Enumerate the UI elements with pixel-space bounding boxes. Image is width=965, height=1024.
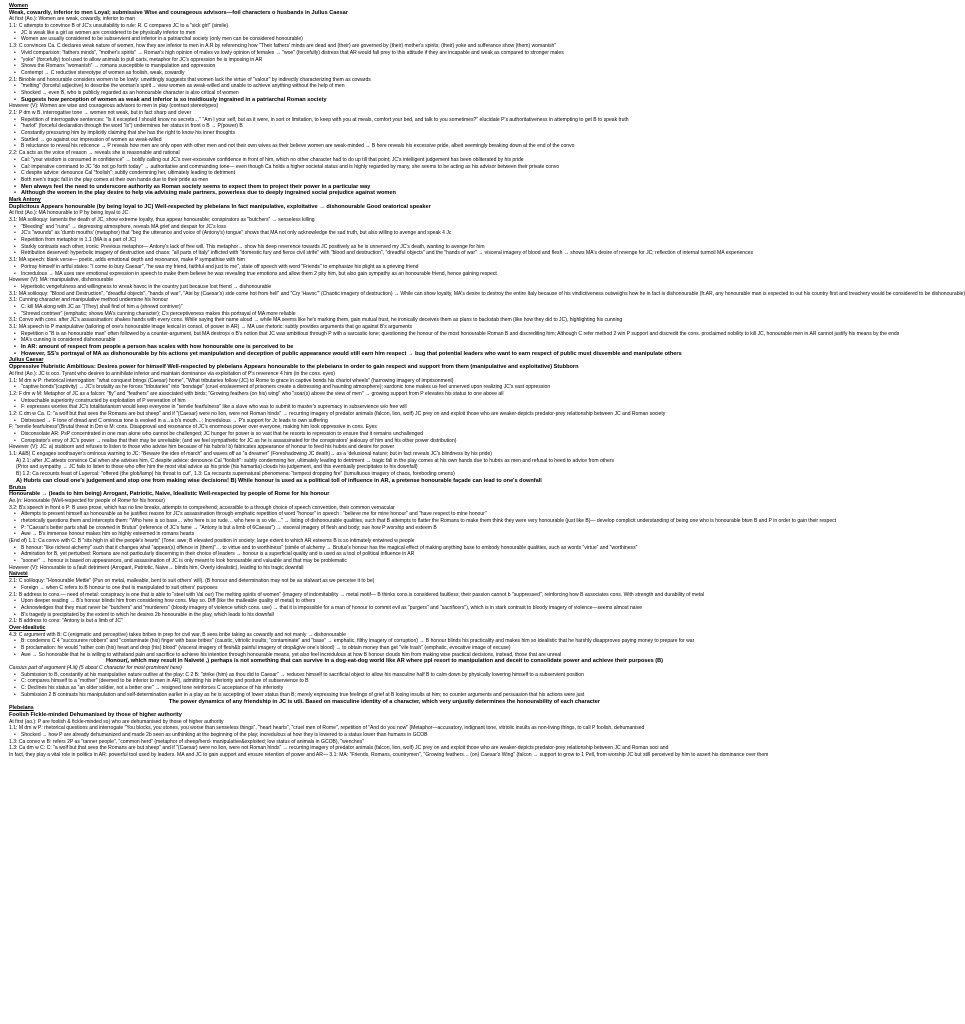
- bullet-line: • Repetition from metaphor in 1.1 (MA is a part of JC): [9, 237, 760, 244]
- bullet-line: • Submission 2 B contrasts his manipulation and self-determination earlier in a play as he is accepting of lower status than B; merely expressing true feelings of grief at B losing insults at him; no counter arguments and persuasion that his actions were just: [9, 692, 760, 699]
- text-line: 1.3: Ca dm w C: C: "a wolf but that sees the Romans are but sheep" and if "(Caesar) were no lion, were not Roman hinds" → recurring imagery of predator animals (falcon, lion, wolf) JC prey on and exploit those who are weaker-depicts predator-prey relationship between JC and Roman soci and: [9, 745, 669, 752]
- bullet-line: • Hyperbolic vengefulness and willingness to wreak havoc in the country just because lost friend → dishonourable: [9, 284, 760, 291]
- bullet-line: • B reluctance to reveal his reticence → P reveals how men are only open with other men and not their own wives as their believe women are weak-minded → B here reveals his excessive pride, albeit seemingly breaking down at the end of the convo: [9, 143, 760, 150]
- bullet-line: • Although the women in the play desire to help via advising male partners, powerless due to deeply ingrained social prejudice against women: [9, 190, 760, 197]
- text-line: However (V): MA: manipulative, dishonourable: [9, 277, 114, 284]
- bullet-line: • Shocked → how P are already dehumanized and made 2b seen as unthinking at the beginning of the play; incredulous at how they is lowered to a status lower than humans in GCOB: [9, 732, 760, 739]
- text-line: Cassius part of argument (4.iii) (5 about C character for most prominent here): [9, 665, 182, 672]
- bullet-line: • Cal: "your wisdom is consumed in confidence" → boldly calling out JC's over-excessive confidence in front of him, which no other character had to do up till that point; JC's intelligent judgement has been obliterated by his pride: [9, 157, 760, 164]
- text-line: 1.3: Ca convo w B: refers 2P as "tanner people", "common herd" (metaphor of sheep/herd- manipulative&exploited; low status of animals in GCOB), "wenches": [9, 738, 364, 745]
- bullet-line: • Retribution deserved: hyperbolic imagery of destruction and chaos: "all parts of Italy" inflicted with "domestic fury and fierce civil strife" with "blood and destruction", "dreadful objects" and the "hands of war" → visceral imagery of blood and flesh → shows MA's desire of revenge for JC; reflection of internal turmoil MA experiences: [9, 250, 760, 257]
- bullet-line: • MA's cunning is considered dishonourable: [9, 337, 760, 344]
- text-line: 1.2: C dm w Ca. C: "a wolf but that sees the Romans are but sheep" and if "(Caesar) were no lion, were not Roman hinds" → recurring imagery of predator animals (falcon, lion, wolf) JC prey on and exploit those who are weaker-depicts predator-prey relationship between JC and Roman society: [9, 410, 666, 417]
- bullet-line: • Repetition of interrogative sentences: "Is it excepted I should know no secrets…" "Am I your self, but as it were, in sort or limitation, to keep with you at meals, comfort your bed, and talk to you sometimes?" elucidate P's authoritativeness in attempting to get B to speak truth: [9, 117, 760, 124]
- text-line: Honour(, which may result in Naïveté ,) perhaps is not something that can survive in a dog-eat-dog world like AR where ppl resort to manipulation and deceit to consolidate power and achieve their purposes (B): [105, 658, 664, 665]
- section-heading: Julius Caesar: [9, 357, 44, 364]
- text-line: 1.3: C convinces Ca. C declares weak nature of women, how they are inferior to men in A.R by referencing how "Their fathers' minds are dead and (their) are governed by (their) mother's spirits; (their) yoke and sufferance show (them) womanish": [9, 43, 557, 50]
- text-line: 3.1: MA speech to P manipulative (tailoring of one's honourable image lexical in consol. of power in AR) → MA use rhetoric: subtly provides arguments that go against B's arguments: [9, 324, 412, 330]
- bullet-line: • Cal: imperative command to JC "do not go forth today" → authoritative and commanding tone— even though Ca holds a higher societal status and is highly regarded by many, she seems to be acting as his advisor between their private convo: [9, 164, 760, 171]
- bullet-line: • Foreign → when C refers to B honour to one that is manipulated to suit others' purposes: [9, 585, 760, 592]
- text-line: However (V): Honourable to a fault detriment (Arrogant, Patriotic, Naive→ blinds him, Overly idealistic), leading to his tragic downfall: [9, 564, 304, 571]
- bullet-line: • rhetorically questions them and intercepts them: "Who here is so base… who here is so rude… who here is so vile…" → listing of dishonourable qualities, such that B attempts to flatter the Romans to make them think they were very honourable (just like B)— develop complicit understanding of being one who is honourable btwn B and P in order to gain their respect: [9, 518, 760, 525]
- text-line: Oppressive Hubristic Ambitious: Desires power for himself Well-respected by plebeians Appears honourable to the plebeians in order to gain respect and support from them (manipulative and exploitative) Stubborn: [9, 364, 579, 371]
- text-line: A) 2.1: after JC attests convince Cal when she advises him, C despite advice: denounce Cal "foolish": subtly condemning her, ultimately leading to detriment → tragic fall in the play comes at his own hands due to hubris as men and refusal to heed to advice from others: [16, 457, 615, 464]
- section-heading: Over-idealistic: [9, 624, 46, 631]
- bullet-line: • Both men's tragic fall in the play comes at their own hands due to their pride as men: [9, 177, 760, 184]
- bullet-line: • Startled → go against our impression of women as weak-willed: [9, 137, 760, 144]
- text-line: 2.1: B address to cons.— need of metal: conspiracy is one that is able to "steel with Val our) The melting spirits of women" (imagery of indomitability → metal motif— B thinks cons.is considered faultless; their passion cannot b "suppressed", reinforcing how B associates cons. With strength and durability of metal: [9, 591, 705, 598]
- text-line: 3.1: MA speech: blank verse— poetic, adds emotional depth and resonance, make P sympathise with him: [9, 257, 245, 264]
- bullet-line: • Awe → B's immense honour makes him so highly esteemed in romans hearts: [9, 531, 760, 538]
- bullet-line: • C: compares himself to a "mother" (deemed to be inferior to men in AR), admitting his inferiority and posture of subservience to B: [9, 678, 760, 685]
- bullet-line: • "melting" (forceful adjective) to describe the woman's spirit→ view women as weak-willed and unable to achieve anything without the help of men: [9, 83, 760, 90]
- text-line: 1.1: C attempts to convince B of JC's unsuitability to rule: R. C compares JC to a "sick girl" (simile): [9, 23, 229, 30]
- bullet-line: • Suggests how perception of women as weak and inferior is so insidiously ingrained in a patriarchal Roman society: [9, 97, 760, 104]
- bullet-line: • "Bleeding" and "ruins" → depressing atmosphere, reveals MA grief and despair for JC's loss: [9, 224, 760, 231]
- text-line: Weak, cowardly, inferior to men Loyal; submissive Wise and courageous advisors—foil characters o husbands in Julius Caesar: [9, 9, 348, 16]
- section-heading: Naïveté: [9, 571, 28, 578]
- text-line: 2.1: Binoble and honourable considers women to be lowly: unwittingly suggests that women lack the virtue of "valour" by indirectly characterizing them as cowards: [9, 76, 371, 83]
- bullet-line: • In AR: amount of respect from people a person has scales with how honourable one is perceived to be: [9, 344, 760, 351]
- text-line: 3.1: MA soliloquy: laments the death of JC, show extreme loyalty, thus appear honourable; conspirators as "butchers" → senseless killing: [9, 217, 315, 223]
- text-line: Honourable → (leads to him being) Arrogant, Patriotic, Naive, Idealistic Well-respected by people of Rome for his honour: [9, 491, 330, 498]
- bullet-line: • "yoke" (forcefully) tool used to allow animals to pull carts, metaphor for JC's oppression he is imposing in AR: [9, 57, 760, 64]
- bullet-line: • Disconsolate AR: PsP concentrated in one man alone who cannot be challenged; JC hunger for power is so vast that he resorts to repression to ensure that it remains unchallenged: [9, 431, 760, 438]
- text-line: Ao.(n: Honourable (Well-respected for people of Rome for his honour): [9, 497, 165, 504]
- text-line: (End of) 1.1: Ca convo with C: B "sits high in all the people's hearts" (Tone: awe; B elevated position in society; large extent to which AR esteems B is so intimately entwined w people: [9, 538, 415, 544]
- bullet-line: • B proclamation: he would "rather coin (his) heart and drop (his) blood" (visceral imagery of flesh&b painful imagery of drop&give one's blood) → to obtain money than get "vile trash" (emphatic, evocative image of excuse): [9, 645, 760, 652]
- text-line: At first (Ao.): MA honourable to P by being loyal to JC: [9, 210, 129, 217]
- bullet-line: • B: condemns C 4 "succourere robbers" and "contaminate (his) finger with base bribes" (caustic, vitriolic insults; "contaminate" and "base" → emphatic, filthy imagery of corruption) → B honour blinds his practicality and makes him so idealistic that he harshly disapproves paying money to prepare for war: [9, 638, 760, 645]
- bullet-line: • Contempt → C reductive stereotype of women as foolish, weak, cowardly: [9, 70, 760, 77]
- text-line: 3.1: MA soliloquy: "Blood and Destruction", "dreadful objects", "hands of war", "Ate by (Caesar's) side come hot from hell" and "Cry 'Havoc'" (Chaotic imagery of destruction) → While can show loyalty, MA's desire to destroy the entire Italy because of his vindictiveness outweighs how he in fact is dishonourable (fr.AR, any honourable man is expected to out his country first and treachery would be considered to be dishonourable): [9, 290, 965, 297]
- section-heading: Brutus: [9, 484, 27, 491]
- bullet-line: • Untouchable superiority constructed by exploitation of P veneration of him: [9, 398, 760, 405]
- text-line: 2.1: C soliloquy: "Honourable Mettle" (Pun on metal, malleable, bent to suit others' will). (B honour and determination may not be as stalwart as we perceive it to be): [9, 578, 375, 585]
- bullet-line: • However, SS's portrayal of MA as dishonourable by his actions yet manipulation and deception of public appearance would still earn him respect → bug that potential leaders who want to earn respect of public must dissemble and manipulate others: [9, 351, 760, 358]
- text-line: Foolish Fickle-minded Dehumanised by those of higher authority: [9, 711, 182, 718]
- bullet-line: • JC is weak like a girl as women are considered to be physically inferior to men: [9, 30, 760, 37]
- text-line: B) 1.2: Ca recounts feast of Lupercal: "offered (the glob/lamp) his throat to cut", 1.3: Ca recounts supernatural phenomena: "tempest dropping fire" (tumultuous imagery of chaos, foreboding omens): [16, 471, 455, 478]
- text-line: A) Hubris can cloud one's judgement and stop one from making wise decisions! B) While honour is used as a political toll of influence in AR, a pretense honourable façade can lead to one's downfall: [16, 477, 542, 484]
- text-line: 1.1: A&B) C engages soothsayer's ominous warning to JC: "Beware the ides of march" and waves off as "a dreamer" (Foreshadowing JC death)→ as a 'delusional nature; but in fact reveals JC's blindness by his pride): [9, 451, 492, 458]
- bullet-line: • Shocked → even B, who is publicly regarded as an honourable character is also critical of women: [9, 90, 760, 97]
- bullet-line: • Vivid comparison: "fathers minds", "mother's spirits" → Roman's high opinion of males vs lowly opinion of females → "woe" (forcefully) distress that AR would fall prey to this attitude if they are incapable and weak as compared to stronger males: [9, 50, 760, 57]
- bullet-line: • Incredulous → MA uses rare emotional expression in speech to make them believe he was revealing true emotions and allow them 2 pity him, but also gain sympathy as an honourable friend, hence gaining respect: [9, 271, 760, 278]
- bullet-line: • Submission to B, constantly at his manipulative nature outlive at the play: C 2 B: "strike (him) as thou did to Caesar" → reduces himself to sacrificial object to allow his masculine half B to calm down by physically lowering himself to a subservient position: [9, 672, 760, 679]
- bullet-line: • C: Declines his status as "an older soldier, not a better one" → resigned tone reinforces C acceptance of his inferiority: [9, 685, 760, 692]
- text-line: 2.1: B address to cons: "Antony is but a limb of JC": [9, 618, 123, 625]
- section-heading: Mark Antony: [9, 196, 41, 203]
- text-line: However (V): Women are wise and courageous advisors to men in play (contrast stereotypes): [9, 103, 219, 110]
- text-line: 3.2: B's speech in front o P: B uses prose, which has no line breaks, attempts to comprehend; accessible to a through choice of speech convention, their common vernacular: [9, 504, 395, 511]
- bullet-line: • Upon deeper reading → B's honour blinds him from considering how cons. May so. Diff (like the malleable quality of metal) to others: [9, 598, 760, 605]
- bullet-line: • Admiration for B, yet perturbed: Romans are not particularly discerning in their choice of leaders → honour is a superficial quality and is used as a tool of political influence in AR: [9, 551, 760, 558]
- text-line: In fact, they play a vital role in politics in AR: powerful tool used by leaders. MA and JC to gain support and ensure retention of power and AR— 3.1: MA: "Friends, Romans, countrymen", "Growing feathers… (on) Caesar's Wing" (falcon → support to grow to 1 Pell, from worship JC but still perceived by him to assert his dominance over them: [9, 752, 769, 758]
- text-line: 2.2: Ca acts as the voice of reason → reveals she is reasonable and rational: [9, 150, 180, 157]
- text-line: F: "servile fearfulness"(Brutal threat in Dm w M: cons. Disapproval and resonance of JC's enormous power over everyone, making him look oppressive in cons. Eyes: [9, 424, 377, 431]
- text-line: 1.1: M dm w P: rhetorical interrogation: "what conquest brings (Caesar) home", "What tributaries follow (JC) to Rome to grace in captive bonds his chariot wheels" (harrowing imagery of imprisonment): [9, 377, 454, 384]
- bullet-line: • F: expresses worries that JC's totalitarianism would keep everyone in "servile fearfulness" like a slave who was to submit to master's supremacy in subservience w/o free will: [9, 404, 760, 411]
- section-heading: Women: [9, 3, 29, 9]
- bullet-line: • Conspirator's envy of JC's power → realise that their may be unreliable; (and we feel sympathetic for JC as he is assassinated for the conspirators' jealousy of him and his other power distribution): [9, 438, 760, 445]
- text-line: 2.1: P dm w B. interrogative tone → women not weak, but in fact sharp and clever: [9, 110, 192, 116]
- bullet-line: • Constantly pressuring him by implicitly claiming that she has the right to know his inner thoughts: [9, 130, 760, 137]
- bullet-line: • "harlot" (forceful declaration through the word "is") undermines her status in front o B → P(power) B: [9, 123, 760, 130]
- bullet-line: • "Shrewd contriver" (emphatic; shows MA's cunning character); C's perceptiveness makes this portrayal of MA more reliable: [9, 311, 760, 318]
- bullet-line: • Starkly contrasts each other, ironic: Previous metaphor— Antony's lack of free will. This metaphor→ show his deep reverence towards JC positively as he is unnerved my JC's death, wanting to avenge for him: [9, 244, 760, 251]
- text-line: At first (Ao.): Women are weak, cowardly, inferior to man: [9, 16, 136, 23]
- bullet-line: • Women are usually considered to be subservient and inferior in a patriarchal society (only men can be considered honourable): [9, 36, 760, 43]
- bullet-line: • C: kill MA along with JC as "(They) shall find of him a (shrewd contriver)": [9, 304, 760, 311]
- bullet-line: • P: "Caesar's better parts shall be crowned in Brutus" (reference of JC's fame → "Antony is but a limb of 6Caesar") → visceral imagery of flesh and body; sue how P worship and esteem B: [9, 525, 760, 532]
- bullet-line: • JC's "wounds" as 'dumb mouths' (metaphor) that "beg the utterance and voice of (Antony's) tongue" shows that MA not only acknowledge the sad truth, but also willing to avenge and speak 4 Jc: [9, 230, 760, 237]
- bullet-line: • Distressed → F tone of dread and C ominous tone is evoked in a→a b's mouth…; Incredulous → P's support for Jc leads to own suffering: [9, 418, 760, 425]
- text-line: The power dynamics of any friendship in JC is utli. Based on masculine identity of a character, which very unjustly determines the honourability of each character: [168, 698, 601, 705]
- bullet-line: • Awe → So honorable that he is willing to withstand pain and sacrifice to achieve his intention through honourable means, yet also feel incredulous at how B honour clouds him from making wise practical decisions, instead, those that are unreal: [9, 652, 760, 659]
- text-line: At first (ao.): P are foolish & fickle-minded so) who are dehumanised by those of higher authority: [9, 718, 224, 725]
- bullet-line: • Shows the Romans "womanish" → romans susceptible to manipulation and oppression: [9, 63, 760, 70]
- text-line: 1.2: F dm w M: Metaphor of JC as a falcon: "fly" and "feathers" are associated with birds; "Growing feathers (on his) wing" who "soar(s) above the view of men" → growing support from P elevates his status to one above all: [9, 390, 504, 397]
- text-line: 1.1: M dm w P: rhetorical questions and interrogate "You blocks, you stones, you worse than senseless things", "heart hearts", "cruel men of Rome", repetition of "And do you now" (Metaphor—accusatory, indignant tone, vitriolic insults as non-living things, to call P foolish, dehumanised: [9, 725, 645, 732]
- text-line: 4.3: C argument with B: C (enigmatic and perceptive) takes bribes in prep for civil war, B sees bribe taking as cowardly and not manly → dishonourable: [9, 631, 346, 638]
- bullet-line: • Attempts to present himself as honourable as he justifies reason for JC's assassination through emphatic repetition of word "honour" in speech : "believe me for mine honour" and "have respect to mine honour": [9, 511, 760, 518]
- bullet-line: • Acknowledges that they must never be "butchers" and "murderers" (bloody imagery of violence which cons. use) → that it is impossible for a man of honour to commit evil as "purgers" and "sacrificers"), which is in stark contrast to bloody imagery of violence—seems almost naive: [9, 605, 760, 612]
- bullet-line: • Repetition o "B is an honourable man" often followed by a counter-argument, but MA destroys o B's notion that JC was ambitious through P with a sarcastic tone; questioning the honour of the most honourable Roman B and discrediting him; Although C refer method 2 win P support and discredit the cons. proclaimed nobility to kill JC, honourable men in AR cannot justify his means by the ends: [9, 331, 760, 338]
- text-line: However (V): JC: a) stubborn and refuses to listen to those who advise him because of his hubris! b) fabricates appearance of honour to feed his hubris and desire for power: [9, 444, 395, 451]
- section-heading: Plebeians: [9, 705, 34, 712]
- text-line: Duplicitous Appears honourable (by being loyal to JC) Well-respected by plebeians In fact manipulative, exploitative → dishonourable Good oratorical speaker: [9, 203, 431, 210]
- bullet-line: • C despite advice: denounce Cal "foolish": subtly condemning her, ultimately leading to detriment: [9, 170, 760, 177]
- bullet-line: • "captive bonds"(captivity) → JC's brutality as he forces "tributaries" into "bondage" (cruel enslavement of prisoners create a distressing and haunting atmosphere); sardonic tone makes us feel unnerved upon realizing JC's vast oppression: [9, 384, 760, 391]
- bullet-line: • B honour: "like richest alchemy" such that it changes what "appear(s) offence in (them)"… to virtue and to worthiness" (simile of alchemy → Brutus's honour has the magical effect of making anything base to embody honourable qualities, such as words "virtue" and "worthiness": [9, 545, 760, 552]
- text-line: (Prior and sympathy → JC fails to listen to those who offer him the most vital advice as his pride (his hamartia) clouds his judgement, and this eventually precipitates to his downfall): [16, 464, 418, 471]
- bullet-line: • B's tragedy is precipitated by the extent to which he desires 2b honourable in the play, which leads to his downfall: [9, 612, 760, 619]
- text-line: 3.1: Convo with cons. after JC's assassination: shakes hands with every cons. While saying their name aloud → while MA seems like he's marking them, gain mutual trust, he ironically deceives them as plans to backstab them (like how they did to JC), highlighting his cunning: [9, 317, 623, 324]
- text-line: 3.1: Cunning character and manipulative method undermine his honour: [9, 297, 169, 304]
- bullet-line: • Men always feel the need to underscore authority as Roman society seems to expect them to project their power in a particular way: [9, 184, 760, 191]
- bullet-line: • "sooner" → honour is based on appearances, and assassination of JC is only meant to look honourable and valuable and that may be problematic: [9, 558, 760, 565]
- bullet-line: • Portray himself in artful states: "I come to bury Caesar", "he was my friend, faithful and just to me", state off speech with word "Friends" to emphasize his plight as a grieving friend: [9, 264, 760, 271]
- text-line: At first (Ao.): JC is oco. Tyrant who desires to annihilate inferior and maintain dominance via exploitation of P's reverence 4 him (in the cons. eyes): [9, 370, 335, 377]
